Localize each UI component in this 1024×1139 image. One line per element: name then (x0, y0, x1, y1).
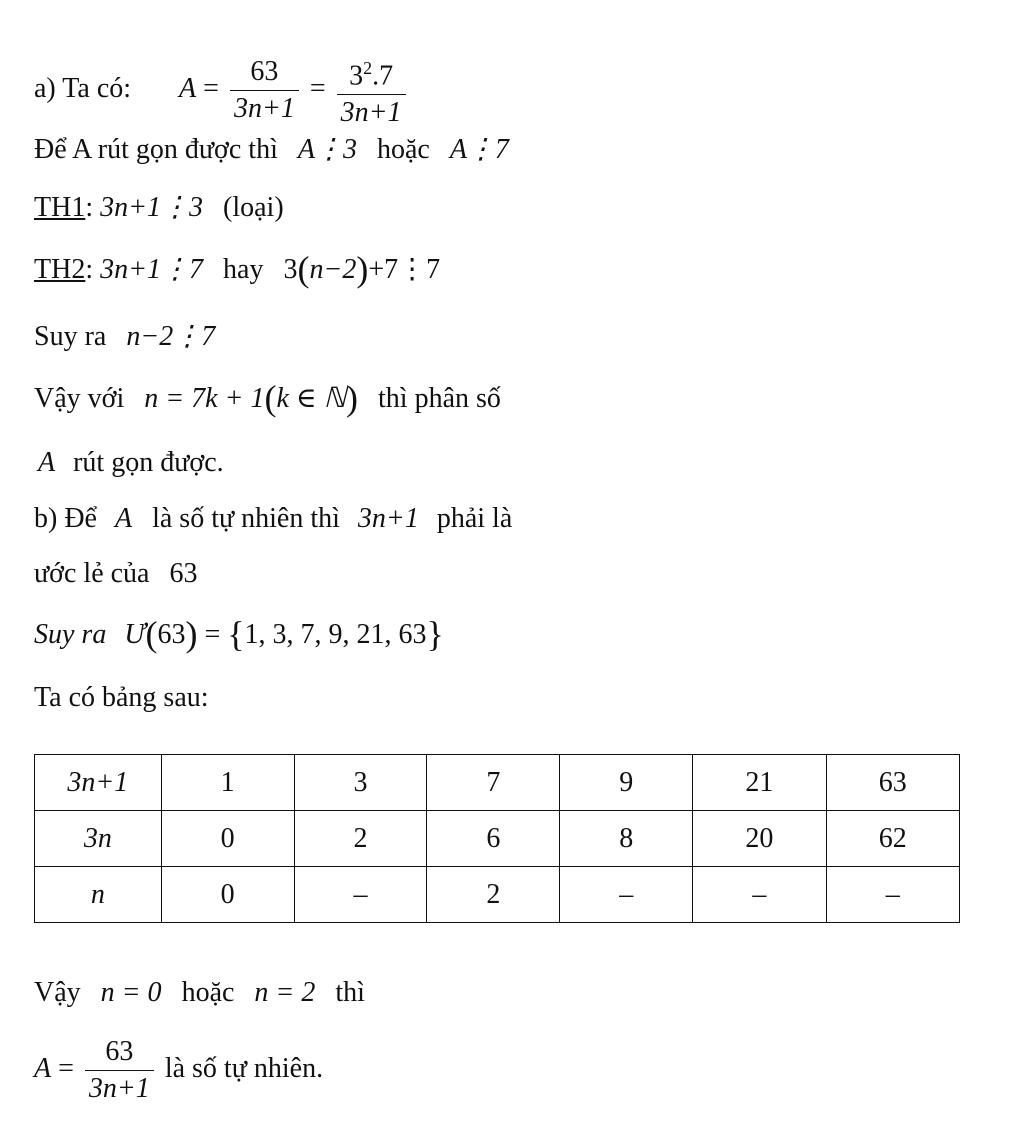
case-1-note: (loại) (223, 192, 284, 223)
case-2-label: TH2 (34, 254, 86, 285)
fraction-numerator: 63 (85, 1034, 154, 1071)
table-cell: 63 (826, 755, 959, 811)
deduce-text: Suy ra (34, 321, 107, 352)
case-1-label: TH1 (34, 192, 86, 223)
fraction-denominator: 3n+1 (233, 93, 295, 125)
equals-sign: = (204, 619, 221, 650)
var-a: A (34, 1052, 52, 1084)
equals-sign: = (58, 1052, 74, 1084)
k-condition: k ∈ ℕ (276, 383, 347, 414)
inner-expr: n−2 (309, 254, 357, 285)
fraction-63-over-3n1 (85, 1034, 154, 1107)
table-cell: 0 (161, 811, 294, 867)
case-2-line (34, 249, 441, 289)
equals-sign: = (203, 73, 219, 105)
deduce-line (34, 320, 215, 354)
case-1-line (34, 191, 284, 225)
left-brace: { (227, 614, 245, 654)
condition-line (34, 133, 509, 167)
power-exponent: 2 (363, 58, 373, 78)
odd-divisor-text: ước lẻ của (34, 558, 150, 589)
table-cell: – (560, 867, 693, 923)
part-b-line (34, 502, 512, 536)
coef: 3 (283, 254, 298, 285)
table-cell: 2 (427, 867, 560, 923)
conclusion-text: Vậy (34, 977, 81, 1008)
right-paren: ) (346, 378, 359, 418)
divisibility-a-3: A⋮3 (297, 134, 357, 165)
divisor-set: 1, 3, 7, 9, 21, 63 (244, 619, 427, 650)
fraction-numerator (337, 50, 406, 95)
right-paren: ) (185, 614, 198, 654)
table-cell: – (693, 867, 826, 923)
table-cell: 9 (560, 755, 693, 811)
row-head: 3n (35, 811, 162, 867)
case-2-expr2 (283, 249, 441, 289)
odd-divisor-line (34, 557, 197, 591)
table-cell: 0 (161, 867, 294, 923)
or-word: hoặc (181, 977, 235, 1008)
table-intro: Ta có bảng sau: (34, 682, 209, 713)
var-a: A (38, 447, 56, 478)
part-b-mid: là số tự nhiên thì (152, 503, 340, 534)
fraction-3sq7-over-3n1 (337, 50, 406, 131)
table-cell: 6 (427, 811, 560, 867)
conclusion-a-line (34, 378, 501, 418)
divisor-set-line (34, 614, 444, 654)
conclusion-tail: thì (335, 977, 365, 1008)
reducible-line (38, 446, 224, 480)
table-cell: 3 (294, 755, 427, 811)
table-row (35, 755, 960, 811)
final-tail: là số tự nhiên. (164, 1052, 324, 1084)
deduce-expr: n−2⋮7 (126, 321, 216, 352)
deduce-text-italic: Suy ra (34, 619, 107, 650)
table-cell: 2 (294, 811, 427, 867)
left-paren: ( (264, 378, 277, 418)
part-b-expr: 3n+1 (357, 503, 419, 534)
conclusion-text: Vậy với (34, 383, 125, 414)
fraction-numerator: 63 (230, 54, 299, 91)
equals-sign: = (309, 73, 326, 105)
divisor-symbol: Ư (124, 619, 146, 650)
power-base: 3 (349, 60, 364, 92)
part-a-label: a) Ta có: (34, 73, 132, 105)
table-cell: 62 (826, 811, 959, 867)
colon: : (85, 254, 94, 285)
conclusion-b-line (34, 976, 365, 1010)
table-row (35, 811, 960, 867)
table-cell: – (294, 867, 427, 923)
right-paren: ) (356, 249, 369, 289)
n-equals-0: n = 0 (100, 977, 162, 1008)
table-cell: 8 (560, 811, 693, 867)
part-b-tail: phải là (436, 503, 513, 534)
conclusion-tail: thì phân số (378, 383, 501, 414)
fraction-denominator: 3n+1 (88, 1073, 150, 1104)
part-b-text: b) Để (34, 503, 97, 534)
left-paren: ( (145, 614, 158, 654)
reducible-text: rút gọn được. (73, 447, 224, 478)
table-row (35, 867, 960, 923)
numerator-rest: .7 (372, 60, 394, 92)
or-word: hoặc (376, 134, 430, 165)
tail-expr: +7⋮7 (368, 254, 441, 285)
case-1-expr: 3n+1⋮3 (100, 192, 204, 223)
n-equals-2: n = 2 (254, 977, 316, 1008)
table-cell: 20 (693, 811, 826, 867)
divisibility-a-7: A⋮7 (449, 134, 509, 165)
fraction-63-over-3n1 (230, 54, 299, 127)
colon: : (85, 192, 94, 223)
final-line (34, 1034, 323, 1107)
table-cell: 21 (693, 755, 826, 811)
n-formula: n = 7k + 1 (144, 383, 265, 414)
divisor-arg: 63 (157, 619, 186, 650)
table-cell: 7 (427, 755, 560, 811)
hay-word: hay (223, 254, 264, 285)
right-brace: } (426, 614, 444, 654)
fraction-denominator: 3n+1 (340, 97, 402, 129)
table-cell: – (826, 867, 959, 923)
values-table (34, 754, 960, 923)
row-head: 3n+1 (35, 755, 162, 811)
row-head: n (35, 867, 162, 923)
part-a-line (34, 50, 410, 131)
odd-divisor-num: 63 (169, 558, 198, 589)
case-2-expr: 3n+1⋮7 (100, 254, 204, 285)
condition-text: Để A rút gọn được thì (34, 134, 278, 165)
var-a: A (179, 73, 197, 105)
left-paren: ( (297, 249, 310, 289)
var-a: A (114, 503, 133, 534)
table-cell: 1 (161, 755, 294, 811)
